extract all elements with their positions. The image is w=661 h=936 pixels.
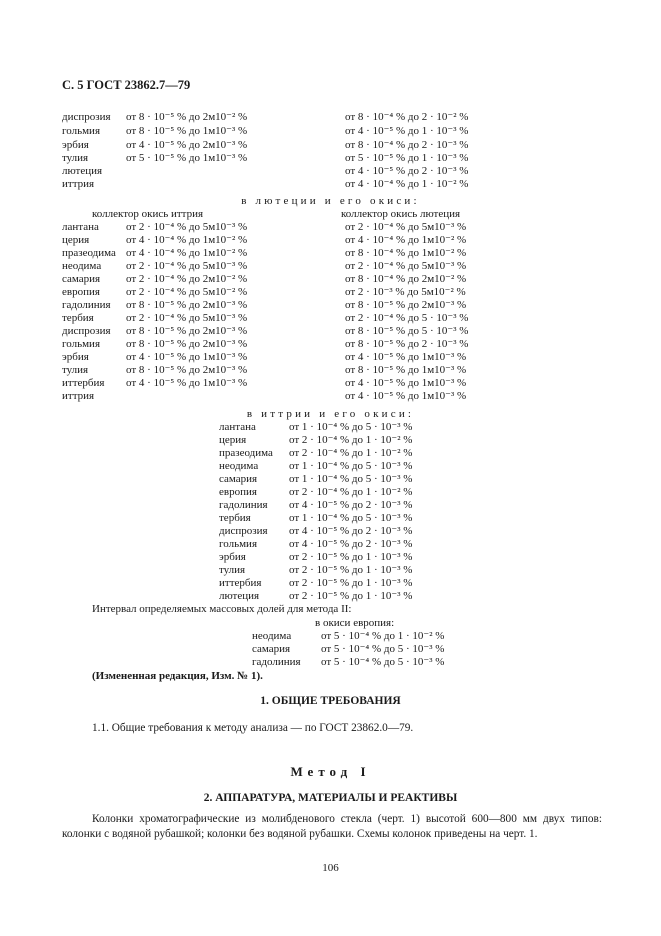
range-right: от 4 · 10⁻⁵ % до 1м10⁻³ % — [345, 351, 467, 363]
element-name: лантана — [62, 221, 99, 233]
range-left: от 8 · 10⁻⁵ % до 2м10⁻³ % — [126, 364, 248, 376]
range-right: от 2 · 10⁻⁴ % до 5 · 10⁻³ % — [345, 312, 469, 324]
element-name: гадолиния — [252, 656, 301, 668]
range-right: от 4 · 10⁻⁵ % до 2 · 10⁻³ % — [345, 165, 469, 177]
range-value: от 2 · 10⁻⁵ % до 1 · 10⁻³ % — [289, 590, 413, 602]
range-left: от 2 · 10⁻⁴ % до 5м10⁻³ % — [126, 260, 248, 272]
element-name: лютеция — [62, 165, 103, 177]
page-number: 106 — [322, 862, 339, 874]
element-name: тулия — [219, 564, 246, 576]
element-name: европия — [219, 486, 257, 498]
range-left: от 8 · 10⁻⁵ % до 1м10⁻³ % — [126, 125, 248, 137]
element-name: иттербия — [219, 577, 262, 589]
range-value: от 4 · 10⁻⁵ % до 2 · 10⁻³ % — [289, 499, 413, 511]
range-left: от 4 · 10⁻⁴ % до 1м10⁻² % — [126, 234, 248, 246]
method-title: Метод I — [290, 764, 371, 779]
element-name: эрбия — [219, 551, 246, 563]
element-name: лантана — [219, 421, 256, 433]
element-name: иттербия — [62, 377, 105, 389]
range-right: от 8 · 10⁻⁵ % до 1м10⁻³ % — [345, 364, 467, 376]
range-value: от 2 · 10⁻⁵ % до 1 · 10⁻³ % — [289, 564, 413, 576]
subheading-lutetium: в лютеции и его окиси: — [241, 195, 420, 207]
range-left: от 5 · 10⁻⁵ % до 1м10⁻³ % — [126, 152, 248, 164]
range-value: от 1 · 10⁻⁴ % до 5 · 10⁻³ % — [289, 421, 413, 433]
element-name: диспрозия — [62, 325, 111, 337]
range-value: от 2 · 10⁻⁴ % до 1 · 10⁻² % — [289, 447, 413, 459]
range-right: от 4 · 10⁻⁴ % до 1 · 10⁻² % — [345, 178, 469, 190]
range-left: от 2 · 10⁻⁴ % до 5м10⁻³ % — [126, 312, 248, 324]
range-left: от 4 · 10⁻⁵ % до 1м10⁻³ % — [126, 351, 248, 363]
element-name: лютеция — [219, 590, 260, 602]
element-name: гольмия — [219, 538, 258, 550]
range-right: от 4 · 10⁻⁵ % до 1м10⁻³ % — [345, 390, 467, 402]
range-value: от 1 · 10⁻⁴ % до 5 · 10⁻³ % — [289, 473, 413, 485]
element-name: диспрозия — [62, 111, 111, 123]
range-right: от 2 · 10⁻⁴ % до 5м10⁻³ % — [345, 221, 467, 233]
element-name: гольмия — [62, 338, 101, 350]
range-value: от 2 · 10⁻⁴ % до 1 · 10⁻² % — [289, 486, 413, 498]
range-left: от 8 · 10⁻⁵ % до 2м10⁻² % — [126, 111, 248, 123]
range-left: от 2 · 10⁻⁴ % до 5м10⁻³ % — [126, 221, 248, 233]
element-name: самария — [62, 273, 101, 285]
range-value: от 2 · 10⁻⁴ % до 1 · 10⁻² % — [289, 434, 413, 446]
range-right: от 4 · 10⁻⁴ % до 1м10⁻² % — [345, 234, 467, 246]
range-value: от 2 · 10⁻⁵ % до 1 · 10⁻³ % — [289, 551, 413, 563]
element-name: гольмия — [62, 125, 101, 137]
element-name: самария — [219, 473, 258, 485]
range-right: от 8 · 10⁻⁵ % до 2 · 10⁻³ % — [345, 338, 469, 350]
range-value: от 1 · 10⁻⁴ % до 5 · 10⁻³ % — [289, 512, 413, 524]
range-right: от 2 · 10⁻³ % до 5м10⁻² % — [345, 286, 466, 298]
element-name: празеодима — [62, 247, 116, 259]
section1-title: 1. ОБЩИЕ ТРЕБОВАНИЯ — [260, 695, 401, 707]
range-right: от 8 · 10⁻⁴ % до 1м10⁻² % — [345, 247, 467, 259]
range-value: от 5 · 10⁻⁴ % до 1 · 10⁻² % — [321, 630, 445, 642]
element-name: церия — [62, 234, 90, 246]
range-right: от 8 · 10⁻⁵ % до 5 · 10⁻³ % — [345, 325, 469, 337]
range-left: от 8 · 10⁻⁵ % до 2м10⁻³ % — [126, 338, 248, 350]
range-right: от 8 · 10⁻⁴ % до 2 · 10⁻³ % — [345, 139, 469, 151]
element-name: эрбия — [62, 351, 89, 363]
section1-text: 1.1. Общие требования к методу анализа — по ГОСТ 23862.0—79. — [92, 722, 414, 734]
range-right: от 8 · 10⁻⁴ % до 2 · 10⁻² % — [345, 111, 469, 123]
range-right: от 4 · 10⁻⁵ % до 1м10⁻³ % — [345, 377, 467, 389]
range-right: от 2 · 10⁻⁴ % до 5м10⁻³ % — [345, 260, 467, 272]
range-right: от 5 · 10⁻⁵ % до 1 · 10⁻³ % — [345, 152, 469, 164]
element-name: церия — [219, 434, 247, 446]
element-name: неодима — [62, 260, 102, 272]
range-left: от 4 · 10⁻⁴ % до 1м10⁻² % — [126, 247, 248, 259]
element-name: гадолиния — [219, 499, 268, 511]
range-value: от 2 · 10⁻⁵ % до 1 · 10⁻³ % — [289, 577, 413, 589]
element-name: тербия — [62, 312, 94, 324]
element-name: диспрозия — [219, 525, 268, 537]
range-left: от 8 · 10⁻⁵ % до 2м10⁻³ % — [126, 325, 248, 337]
collector-right: коллектор окись лютеция — [341, 208, 461, 220]
range-right: от 8 · 10⁻⁵ % до 2м10⁻³ % — [345, 299, 467, 311]
element-name: тулия — [62, 152, 89, 164]
range-value: от 4 · 10⁻⁵ % до 2 · 10⁻³ % — [289, 538, 413, 550]
range-right: от 8 · 10⁻⁴ % до 2м10⁻² % — [345, 273, 467, 285]
element-name: тулия — [62, 364, 89, 376]
range-right: от 4 · 10⁻⁵ % до 1 · 10⁻³ % — [345, 125, 469, 137]
subheading-europium: в окиси европия: — [315, 617, 395, 629]
range-value: от 5 · 10⁻⁴ % до 5 · 10⁻³ % — [321, 656, 445, 668]
range-value: от 4 · 10⁻⁵ % до 2 · 10⁻³ % — [289, 525, 413, 537]
range-left: от 4 · 10⁻⁵ % до 2м10⁻³ % — [126, 139, 248, 151]
collector-left: коллектор окись иттрия — [92, 208, 204, 220]
element-name: европия — [62, 286, 100, 298]
element-name: самария — [252, 643, 291, 655]
range-value: от 5 · 10⁻⁴ % до 5 · 10⁻³ % — [321, 643, 445, 655]
element-name: неодима — [252, 630, 292, 642]
subheading-yttrium: в иттрии и его окиси: — [246, 408, 415, 420]
element-name: неодима — [219, 460, 259, 472]
element-name: эрбия — [62, 139, 89, 151]
range-left: от 4 · 10⁻⁵ % до 1м10⁻³ % — [126, 377, 248, 389]
element-name: гадолиния — [62, 299, 111, 311]
element-name: иттрия — [62, 178, 95, 190]
section2-text: Колонки хроматографические из молибденового стекла (черт. 1) высотой 600—800 мм двух типов: колонки с водяной рубашкой; колонки без водяной рубашки. Схемы колонок приведены на черт. 1. — [62, 813, 602, 840]
range-left: от 8 · 10⁻⁵ % до 2м10⁻³ % — [126, 299, 248, 311]
range-left: от 2 · 10⁻⁴ % до 2м10⁻² % — [126, 273, 248, 285]
interval-method2-text: Интервал определяемых массовых долей для метода II: — [92, 603, 352, 615]
element-name: празеодима — [219, 447, 273, 459]
section2-title: 2. АППАРАТУРА, МАТЕРИАЛЫ И РЕАКТИВЫ — [203, 792, 458, 804]
element-name: тербия — [219, 512, 251, 524]
range-left: от 2 · 10⁻⁴ % до 5м10⁻² % — [126, 286, 248, 298]
page-header: С. 5 ГОСТ 23862.7—79 — [62, 78, 191, 92]
amendment-note: (Измененная редакция, Изм. № 1). — [92, 670, 263, 682]
range-value: от 1 · 10⁻⁴ % до 5 · 10⁻³ % — [289, 460, 413, 472]
element-name: иттрия — [62, 390, 95, 402]
